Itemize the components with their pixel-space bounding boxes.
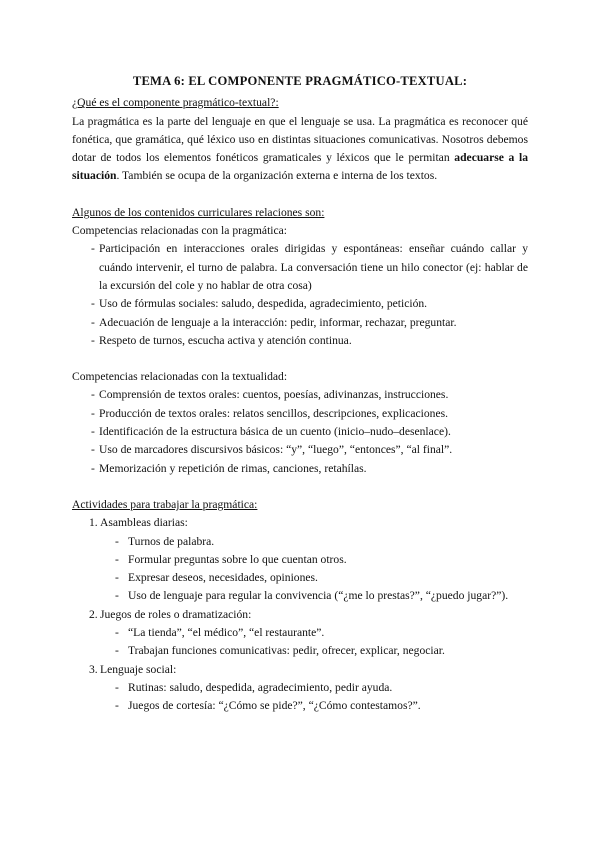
sub-list-item: - Expresar deseos, necesidades, opiniones. — [72, 569, 528, 587]
activities-list — [72, 661, 528, 679]
list-item: - Producción de textos orales: relatos sencillos, descripciones, explicaciones. — [72, 405, 528, 423]
document-title: TEMA 6: EL COMPONENTE PRAGMÁTICO-TEXTUAL: — [132, 74, 468, 88]
activities-list — [72, 606, 528, 624]
sub-list-item: - Formular preguntas sobre lo que cuentan otros. — [72, 551, 528, 569]
activity-item — [72, 606, 528, 624]
intro-text-2: . También se ocupa de la organización externa e interna de los textos. — [116, 169, 438, 183]
sub-list-item: - “La tienda”, “el médico”, “el restaurante”. — [72, 624, 528, 642]
activity-number: 1. — [89, 516, 98, 530]
list-item: - Participación en interacciones orales dirigidas y espontáneas: enseñar cuándo callar y cuándo intervenir, el turno de palabra. La conversación tiene un hilo conector (ej: hablar de la excursión del cole y no hablar de otra cosa) — [72, 240, 528, 295]
sub-list-item: - Trabajan funciones comunicativas: pedir, ofrecer, explicar, negociar. — [72, 642, 528, 660]
activity-sublist — [72, 533, 528, 606]
list-item: - Uso de fórmulas sociales: saludo, despedida, agradecimiento, petición. — [72, 295, 528, 313]
list-item: - Uso de marcadores discursivos básicos: “y”, “luego”, “entonces”, “al final”. — [72, 441, 528, 459]
sub-list-item: - Turnos de palabra. — [72, 533, 528, 551]
question-heading: ¿Qué es el componente pragmático-textual?: — [72, 96, 279, 110]
list-item: - Memorización y repetición de rimas, canciones, retahílas. — [72, 460, 528, 478]
activity-sublist — [72, 624, 528, 661]
list-item: - Identificación de la estructura básica de un cuento (inicio–nudo–desenlace). — [72, 423, 528, 441]
document-page — [72, 72, 528, 716]
contents-heading: Algunos de los contenidos curriculares relaciones son: — [72, 205, 325, 219]
list-item: - Adecuación de lenguaje a la interacción: pedir, informar, rechazar, preguntar. — [72, 314, 528, 332]
sub-list-item: - Uso de lenguaje para regular la convivencia (“¿me lo prestas?”, “¿puedo jugar?”). — [72, 587, 528, 605]
activity-label: Juegos de roles o dramatización: — [100, 607, 252, 621]
textuality-list — [72, 386, 528, 477]
activity-item — [72, 661, 528, 679]
pragmatics-heading: Competencias relacionadas con la pragmática: — [72, 224, 288, 238]
activity-number: 3. — [89, 662, 98, 676]
activity-label: Lenguaje social: — [100, 662, 177, 676]
intro-bold-text: adecuarse a la situación — [72, 151, 529, 183]
activity-item — [72, 514, 528, 532]
list-item: - Comprensión de textos orales: cuentos, poesías, adivinanzas, instrucciones. — [72, 386, 528, 404]
activity-number: 2. — [89, 607, 98, 621]
sub-list-item: - Rutinas: saludo, despedida, agradecimiento, pedir ayuda. — [72, 679, 528, 697]
sub-list-item: - Juegos de cortesía: “¿Cómo se pide?”, “¿Cómo contestamos?”. — [72, 697, 528, 715]
pragmatics-list — [72, 240, 528, 350]
activities-list — [72, 514, 528, 532]
activity-sublist — [72, 679, 528, 716]
list-item: - Respeto de turnos, escucha activa y atención continua. — [72, 332, 528, 350]
activity-label: Asambleas diarias: — [100, 516, 188, 530]
activities-heading: Actividades para trabajar la pragmática: — [72, 497, 258, 511]
textuality-heading: Competencias relacionadas con la textualidad: — [72, 370, 288, 384]
intro-paragraph — [72, 113, 528, 186]
intro-text-1: La pragmática es la parte del lenguaje en que el lenguaje se usa. La pragmática es reconocer qué fonética, que gramática, qué léxico uso en distintas situaciones comunicativas. Nosotros debemos dotar de todos los elementos fonéticos gramaticales y léxicos que le permitan — [72, 114, 528, 165]
